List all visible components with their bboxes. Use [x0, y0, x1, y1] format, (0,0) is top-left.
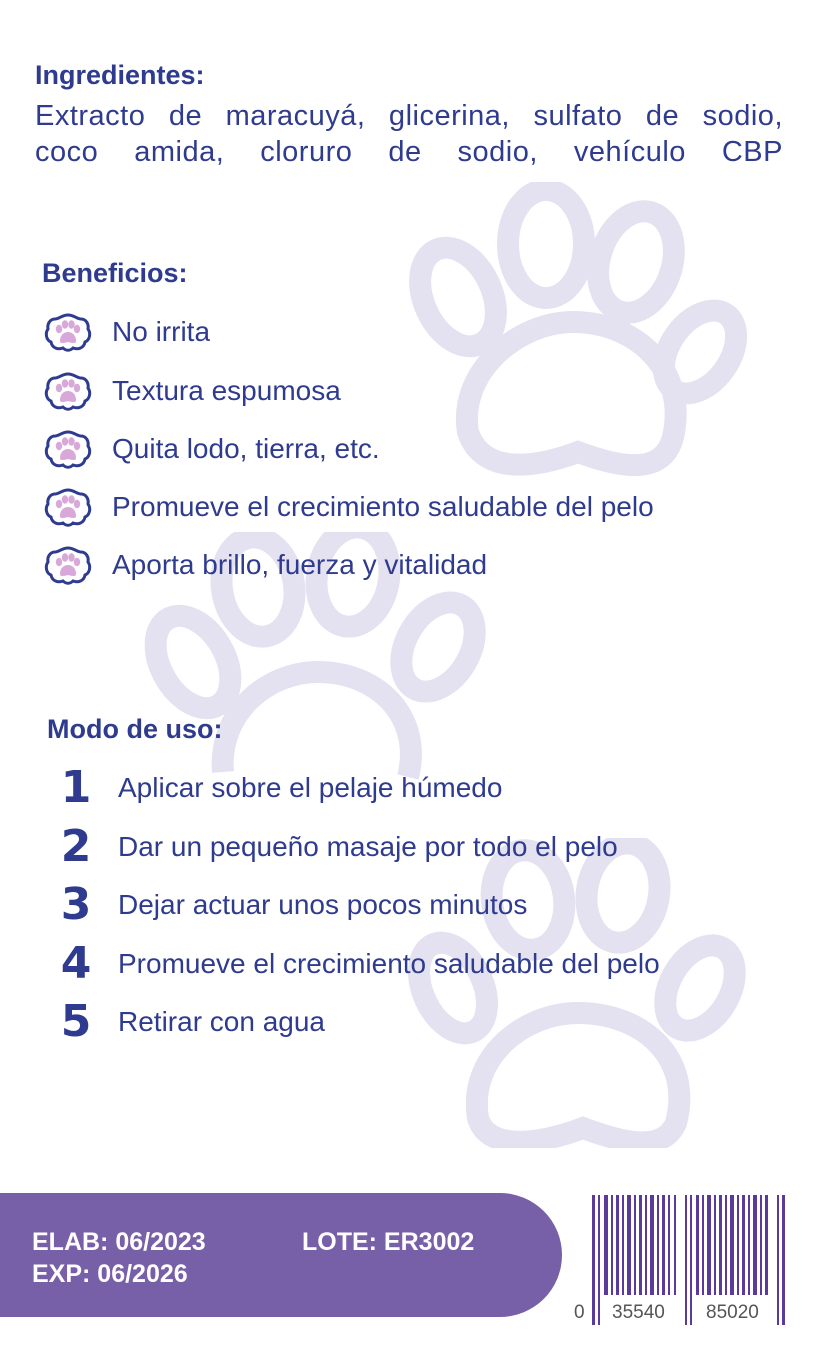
benefit-label: Promueve el crecimiento saludable del pelo [112, 491, 654, 522]
benefits-heading: Beneficios: [42, 258, 188, 288]
usage-step [52, 879, 528, 930]
paw-badge-icon [44, 545, 92, 585]
ingredients-heading: Ingredientes: [35, 60, 205, 90]
benefit-label: Quita lodo, tierra, etc. [112, 433, 380, 464]
usage-step [52, 996, 326, 1047]
paw-badge-icon [44, 312, 92, 352]
background-paw-icon-top [398, 182, 748, 492]
step-number: 1 [60, 762, 92, 813]
exp-date: EXP: 06/2026 [32, 1260, 188, 1288]
ingredients-line: coco amida, cloruro de sodio, vehículo CBP [35, 136, 783, 168]
step-text: Dar un pequeño masaje por todo el pelo [118, 831, 618, 862]
step-text: Aplicar sobre el pelaje húmedo [118, 772, 503, 803]
paw-badge-icon [44, 371, 92, 411]
benefit-label: Textura espumosa [112, 375, 341, 406]
paw-badge-icon [44, 429, 92, 469]
benefit-item [44, 429, 380, 469]
paw-badge-icon [44, 487, 92, 527]
ingredients-line: Extracto de maracuyá, glicerina, sulfato de sodio, [35, 100, 783, 132]
benefit-label: No irrita [112, 316, 211, 347]
barcode-digit-left: 0 [574, 1302, 585, 1323]
benefit-item [44, 545, 487, 585]
lote-code: LOTE: ER3002 [302, 1228, 475, 1256]
step-number: 5 [60, 996, 92, 1047]
usage-step [52, 938, 660, 989]
benefit-label: Aporta brillo, fuerza y vitalidad [112, 549, 488, 580]
usage-step [52, 762, 503, 813]
step-number: 2 [60, 821, 92, 872]
barcode-digits-group1: 35540 [612, 1302, 665, 1323]
benefit-item [44, 312, 210, 352]
step-text: Retirar con agua [118, 1006, 326, 1037]
step-text: Promueve el crecimiento saludable del pelo [118, 948, 660, 979]
usage-heading: Modo de uso: [47, 714, 223, 744]
elab-date: ELAB: 06/2023 [32, 1228, 206, 1256]
step-text: Dejar actuar unos pocos minutos [118, 889, 528, 920]
barcode-digits-group2: 85020 [706, 1302, 759, 1323]
usage-step [52, 821, 618, 872]
ingredients-text [35, 98, 783, 170]
benefit-item [44, 371, 341, 411]
step-number: 3 [60, 879, 92, 930]
step-number: 4 [60, 938, 92, 989]
benefit-item [44, 487, 654, 527]
